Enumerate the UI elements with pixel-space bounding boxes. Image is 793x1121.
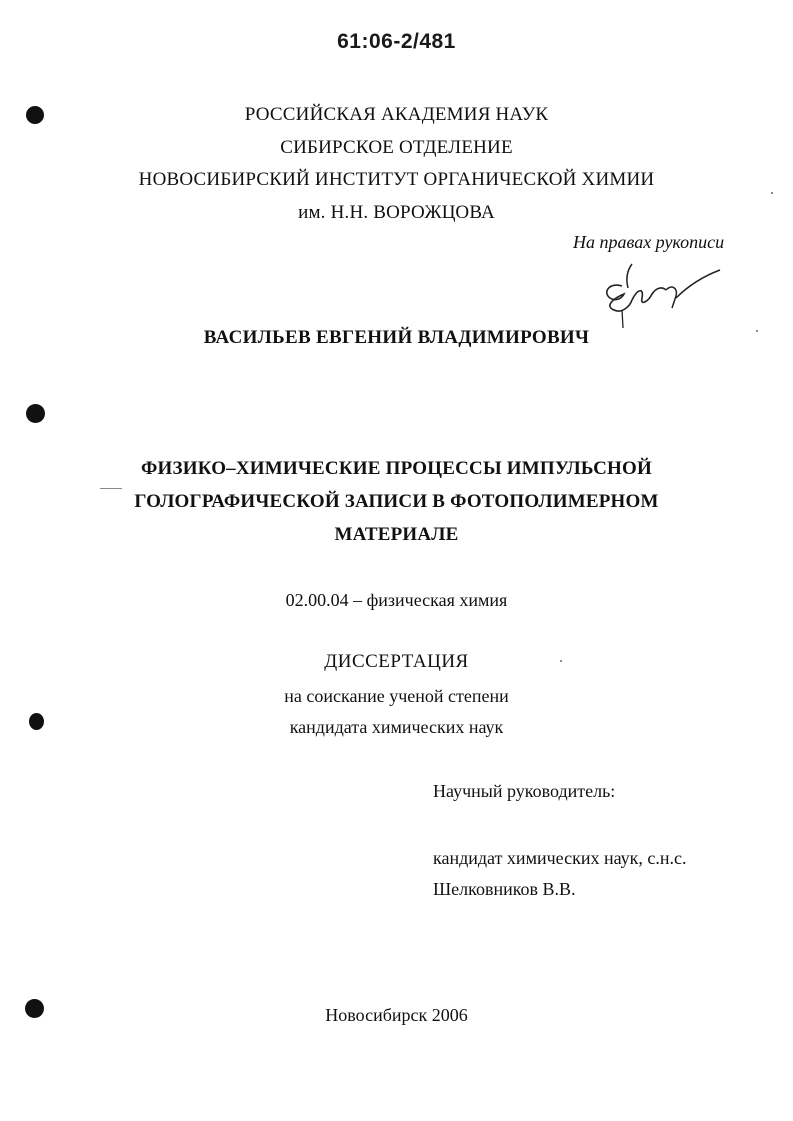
supervisor-degree: кандидат химических наук, с.н.с. — [433, 848, 687, 868]
thesis-title-line-2: ГОЛОГРАФИЧЕСКОЙ ЗАПИСИ В ФОТОПОЛИМЕРНОМ — [134, 491, 659, 512]
archive-stamp: 61:06-2/481 — [337, 30, 456, 53]
thesis-title-line-3: МАТЕРИАЛЕ — [334, 524, 459, 545]
author-name: ВАСИЛЬЕВ ЕВГЕНИЙ ВЛАДИМИРОВИЧ — [203, 327, 590, 348]
supervisor-name: Шелковников В.В. — [433, 879, 576, 899]
scan-speck — [771, 192, 773, 194]
specialty-code: 02.00.04 – физическая химия — [285, 590, 508, 610]
city-year: Новосибирск 2006 — [325, 1005, 468, 1025]
degree-purpose: на соискание ученой степени — [284, 686, 509, 706]
degree-name: кандидата химических наук — [289, 717, 504, 737]
binder-hole-2 — [26, 404, 45, 423]
header-branch: СИБИРСКОЕ ОТДЕЛЕНИЕ — [280, 137, 513, 158]
scan-speck — [100, 488, 122, 489]
manuscript-rights-note: На правах рукописи — [573, 232, 725, 252]
dissertation-label: ДИССЕРТАЦИЯ — [324, 651, 469, 672]
thesis-title-line-1: ФИЗИКО–ХИМИЧЕСКИЕ ПРОЦЕССЫ ИМПУЛЬСНОЙ — [140, 458, 652, 479]
supervisor-label: Научный руководитель: — [433, 781, 616, 801]
header-institute: НОВОСИБИРСКИЙ ИНСТИТУТ ОРГАНИЧЕСКОЙ ХИМИИ — [138, 169, 655, 190]
header-academy: РОССИЙСКАЯ АКАДЕМИЯ НАУК — [244, 104, 549, 125]
handwritten-signature — [592, 258, 722, 334]
header-institute-name: им. Н.Н. ВОРОЖЦОВА — [298, 202, 495, 223]
